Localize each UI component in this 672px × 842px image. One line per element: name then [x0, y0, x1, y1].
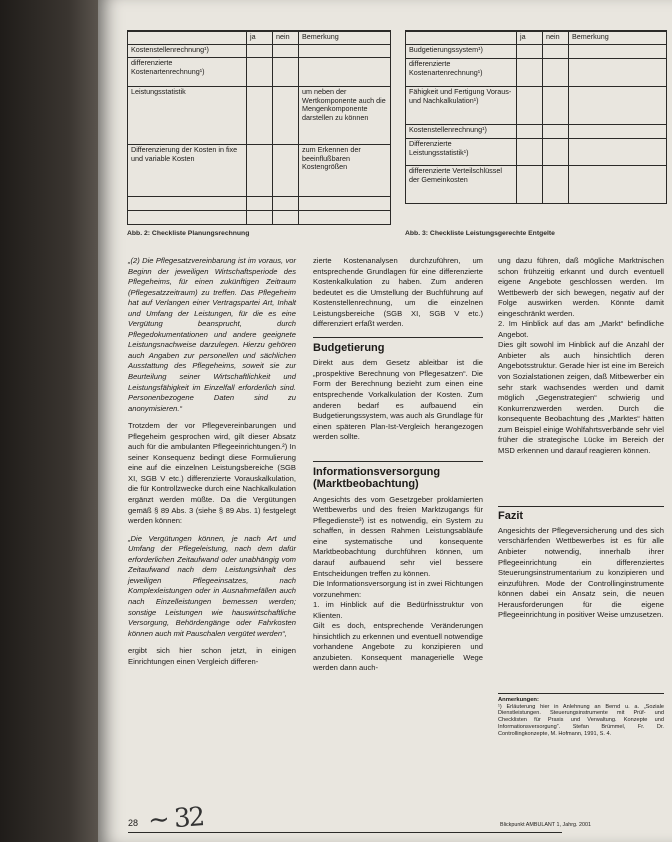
- table-header-remark: Bemerkung: [299, 31, 391, 45]
- checkbox-cell[interactable]: [543, 87, 569, 125]
- body-paragraph: Dies gilt sowohl im Hinblick auf die Anzahl der Anbieter als auch hinsichtlich deren Angebotsstruktur. Gerade hier ist eine im Bereich von Sozialstationen zeigen, daß Mitbewerber ein sehr stark wachsendes werden und damit möglich „Gegenstrategien“ schwierig und Konkurrenzwerden werden. Durch die konsequente Beobachtung des „Marktes“ hätten zum Beispiel einige Wohlfahrtsverbände sehr viel früher die strategische Lücke im Bereich der MSD erkennen und darauf reagieren können.: [498, 340, 664, 455]
- section-heading-fazit: Fazit: [498, 506, 664, 522]
- table-row-note: [569, 59, 667, 87]
- body-paragraph: ergibt sich hier schon jetzt, in einigen Einrichtungen einen Vergleich differen-: [128, 646, 296, 666]
- body-paragraph: zierte Kostenanalysen durchzuführen, um entsprechende Grundlagen für eine differenzierte Kostenkalkulation zu haben. Zum anderen bedeutet es die Umstellung der Buchführung auf Kostenstellenrechnung, um die einzelnen Leistungsbereiche (SGB XI, SGB V etc.) differenziert erfaßt werden.: [313, 256, 483, 329]
- table-header-criterion: [128, 31, 247, 45]
- section-heading-budgeting: Budgetierung: [313, 337, 483, 355]
- checkbox-cell[interactable]: [247, 87, 273, 145]
- table-row-label: Fähigkeit und Fertigung Voraus- und Nachkalkulation¹): [406, 87, 517, 125]
- checkbox-cell[interactable]: [273, 145, 299, 197]
- checkbox-cell[interactable]: [543, 59, 569, 87]
- table-header-criterion: [406, 31, 517, 45]
- table-row-note: [299, 58, 391, 87]
- table-row-note: [569, 87, 667, 125]
- checkbox-cell[interactable]: [273, 58, 299, 87]
- checkbox-cell[interactable]: [247, 197, 273, 211]
- page-number: 28: [128, 818, 139, 828]
- checkbox-cell[interactable]: [273, 45, 299, 58]
- table-row-note: [569, 166, 667, 204]
- checkbox-cell[interactable]: [247, 58, 273, 87]
- table-row-label: differenzierte Verteilschlüssel der Gemeinkosten: [406, 166, 517, 204]
- table-row-note: um neben der Wertkomponente auch die Mengenkomponente darstellen zu können: [299, 87, 391, 145]
- checkbox-cell[interactable]: [247, 211, 273, 225]
- table-row-note: zum Erkennen der beeinflußbaren Kostengrößen: [299, 145, 391, 197]
- table-header-remark: Bemerkung: [569, 31, 667, 45]
- body-paragraph: Trotzdem der vor Pflegevereinbarungen und Pflegeheim gesprochen wird, gilt dieser Absatz auch für die ambulanten Pflegeeinrichtungen.²) In seiner Konsequenz bedingt diese Formulierung eine auf die einzelnen Leistungsbereiche (SGB XI, SGB V etc.) differenzierte Vorauskalkulation, die für Kontrollzwecke durch eine Nachkalkulation ergänzt werden müßte. Da die Vergütungen gemäß § 89 Abs. 3 (siehe § 89 Abs. 1) festgelegt werden können:: [128, 421, 296, 526]
- checkbox-cell[interactable]: [543, 166, 569, 204]
- checklist-fees-table: [405, 30, 667, 204]
- checkbox-cell[interactable]: [273, 87, 299, 145]
- body-paragraph: 1. im Hinblick auf die Bedürfnisstruktur von Klienten.: [313, 600, 483, 620]
- body-paragraph: ung dazu führen, daß mögliche Marktnischen schon frühzeitig erkannt und durch eventuell eigene Angebote geschlossen werden. Im Wettbewerb der sich bewegen, negativ auf der Folge auswirken werden. Könnte damit eingeschränkt werden.: [498, 256, 664, 318]
- checkbox-cell[interactable]: [517, 139, 543, 166]
- checkbox-cell[interactable]: [543, 45, 569, 59]
- checkbox-cell[interactable]: [543, 125, 569, 139]
- text-column-2: [313, 256, 483, 681]
- body-paragraph: Die Informationsversorgung ist in zwei Richtungen vorzunehmen:: [313, 579, 483, 599]
- book-binding: [0, 0, 98, 842]
- table-row-label: Differenzierung der Kosten in fixe und variable Kosten: [128, 145, 247, 197]
- table-row-label: Kostenstellenrechnung¹): [128, 45, 247, 58]
- footnote-text: ¹) Erläuterung hier in Anlehnung an Bernd u. a. „Soziale Dienstleistungen. Steuerungsinstrumente mit Prüf- und Checklisten für Praxis und Verwaltung. Konzepte und Informationsversorgung“. Stefan Brümmel, Fr. Dr. Controllingkonzepte, M. Hofmann, 1991, S. 4.: [498, 703, 664, 737]
- checkbox-cell[interactable]: [517, 59, 543, 87]
- checkbox-cell[interactable]: [517, 45, 543, 59]
- footnotes-heading: Anmerkungen:: [498, 696, 539, 703]
- checkbox-cell[interactable]: [517, 166, 543, 204]
- body-paragraph: Angesichts der Pflegeversicherung und des sich verschärfenden Wettbewerbes ist es für alle Anbieter notwendig, innerhalb ihrer Pflegeeinrichtung ein differenziertes Steuerungsinstrumentarium zu konzipieren und einzuführen. Mode der Controllinginstrumente können dabei ein Ansatz sein, die neuen Herausforderungen für die eigene Pflegeeinrichtung in positiver Weise umzusetzen.: [498, 525, 664, 620]
- checkbox-cell[interactable]: [517, 125, 543, 139]
- body-paragraph: Angesichts des vom Gesetzgeber proklamierten Wettbewerbs und des freien Marktzugangs für Pflegedienste³) ist es notwendig, ein System zu schaffen, in dessen Rahmen Leistungsabläufe eine systematische und konsequente Marktbeobachtung durchführen können, um darauf aufbauend sehr viel bessere Entscheidungen treffen zu können.: [313, 494, 483, 578]
- table-row-label: [128, 197, 247, 211]
- table-header-no: nein: [273, 31, 299, 45]
- body-paragraph: Gilt es doch, entsprechende Veränderungen hinsichtlich zu erkennen und eventuell notwendige vorhandene Angebote zu konzipieren und anzubieten. Konsequent managerielle Wege werden dann auch-: [313, 621, 483, 673]
- checklist-planning-table: [127, 30, 391, 225]
- journal-reference: Blickpunkt AMBULANT 1, Jahrg. 2001: [500, 822, 591, 828]
- body-paragraph: Direkt aus dem Gesetz ableitbar ist die „prospektive Berechnung von Pflegesatzen“. Die Form der Berechnung bezieht zum einen eine entsprechende Vorkalkulation der Kosten. Zum anderen bedarf es aufbauend ein Budgetierungssystem, was auch als Grundlage für einen späteren Plan-Ist-Vergleich herangezogen werden sollte.: [313, 358, 483, 442]
- table-row-label: Kostenstellenrechnung¹): [406, 125, 517, 139]
- checkbox-cell[interactable]: [273, 211, 299, 225]
- figure-caption-2: Abb. 2: Checkliste Planungsrechnung: [127, 230, 250, 237]
- table-row-note: [569, 125, 667, 139]
- text-column-1: [128, 256, 296, 674]
- section-heading-information: Informationsversorgung (Marktbeobachtung): [313, 461, 483, 491]
- checkbox-cell[interactable]: [517, 87, 543, 125]
- table-row-label: Leistungsstatistik: [128, 87, 247, 145]
- checkbox-cell[interactable]: [247, 145, 273, 197]
- footnotes: [498, 693, 664, 738]
- table-row-label: Budgetierungssystem¹): [406, 45, 517, 59]
- figure-caption-3: Abb. 3: Checkliste Leistungsgerechte Entgelte: [405, 230, 555, 237]
- handwritten-page-number: ~ 32: [147, 802, 205, 836]
- checkbox-cell[interactable]: [247, 45, 273, 58]
- table-row-note: [299, 211, 391, 225]
- table-row-note: [299, 45, 391, 58]
- table-header-no: nein: [543, 31, 569, 45]
- text-column-3: [498, 256, 664, 738]
- table-row-note: [299, 197, 391, 211]
- table-header-yes: ja: [517, 31, 543, 45]
- table-row-label: Differenzierte Leistungsstatistik¹): [406, 139, 517, 166]
- table-header-yes: ja: [247, 31, 273, 45]
- table-row-label: differenzierte Kostenartenrechnung¹): [406, 59, 517, 87]
- table-row-note: [569, 139, 667, 166]
- checkbox-cell[interactable]: [273, 197, 299, 211]
- body-paragraph: 2. Im Hinblick auf das am „Markt“ befindliche Angebot.: [498, 319, 664, 339]
- checkbox-cell[interactable]: [543, 139, 569, 166]
- table-row-label: differenzierte Kostenartenrechnung¹): [128, 58, 247, 87]
- table-row-label: [128, 211, 247, 225]
- law-quote-paragraph: „Die Vergütungen können, je nach Art und Umfang der Pflegeleistung, nach dem dafür erforderlichen Zeitaufwand oder unabhängig vom Zeitaufwand nach dem Leistungsinhalt des jeweiligen Pflegeeinsatzes, nach Komplexleistungen oder in Ausnahmefällen auch nach Einzelleistungen bemessen werden; sonstige Leistungen wie hauswirtschaftliche Versorgung, Behördengänge oder Fahrkosten können auch mit Pauschalen vergütet werden“,: [128, 533, 296, 638]
- table-row-note: [569, 45, 667, 59]
- law-quote-paragraph: „(2) Die Pflegesatzvereinbarung ist im voraus, vor Beginn der jeweiligen Wirtschaftsperiode des Pflegeheims, für einen zukünftigen Zeitraum (Pflegesatzzeitraum) zu treffen. Das Pflegeheim hat auf Verlangen einer Vertragspartei Art, Inhalt und Umfang der Leistungen, für die es eine Vergütung beansprucht, durch Pflegedokumentationen und andere geeignete Leistungsnachweise darzulegen. Hierzu gehören auch Angaben zur personellen und sächlichen Ausstattung des Pflegeheims, soweit sie zur Beurteilung seiner Wirtschaftlichkeit und Leistungsfähigkeit im Einzelfall erforderlich sind. Personenbezogene Daten sind zu anonymisieren.“: [128, 256, 296, 413]
